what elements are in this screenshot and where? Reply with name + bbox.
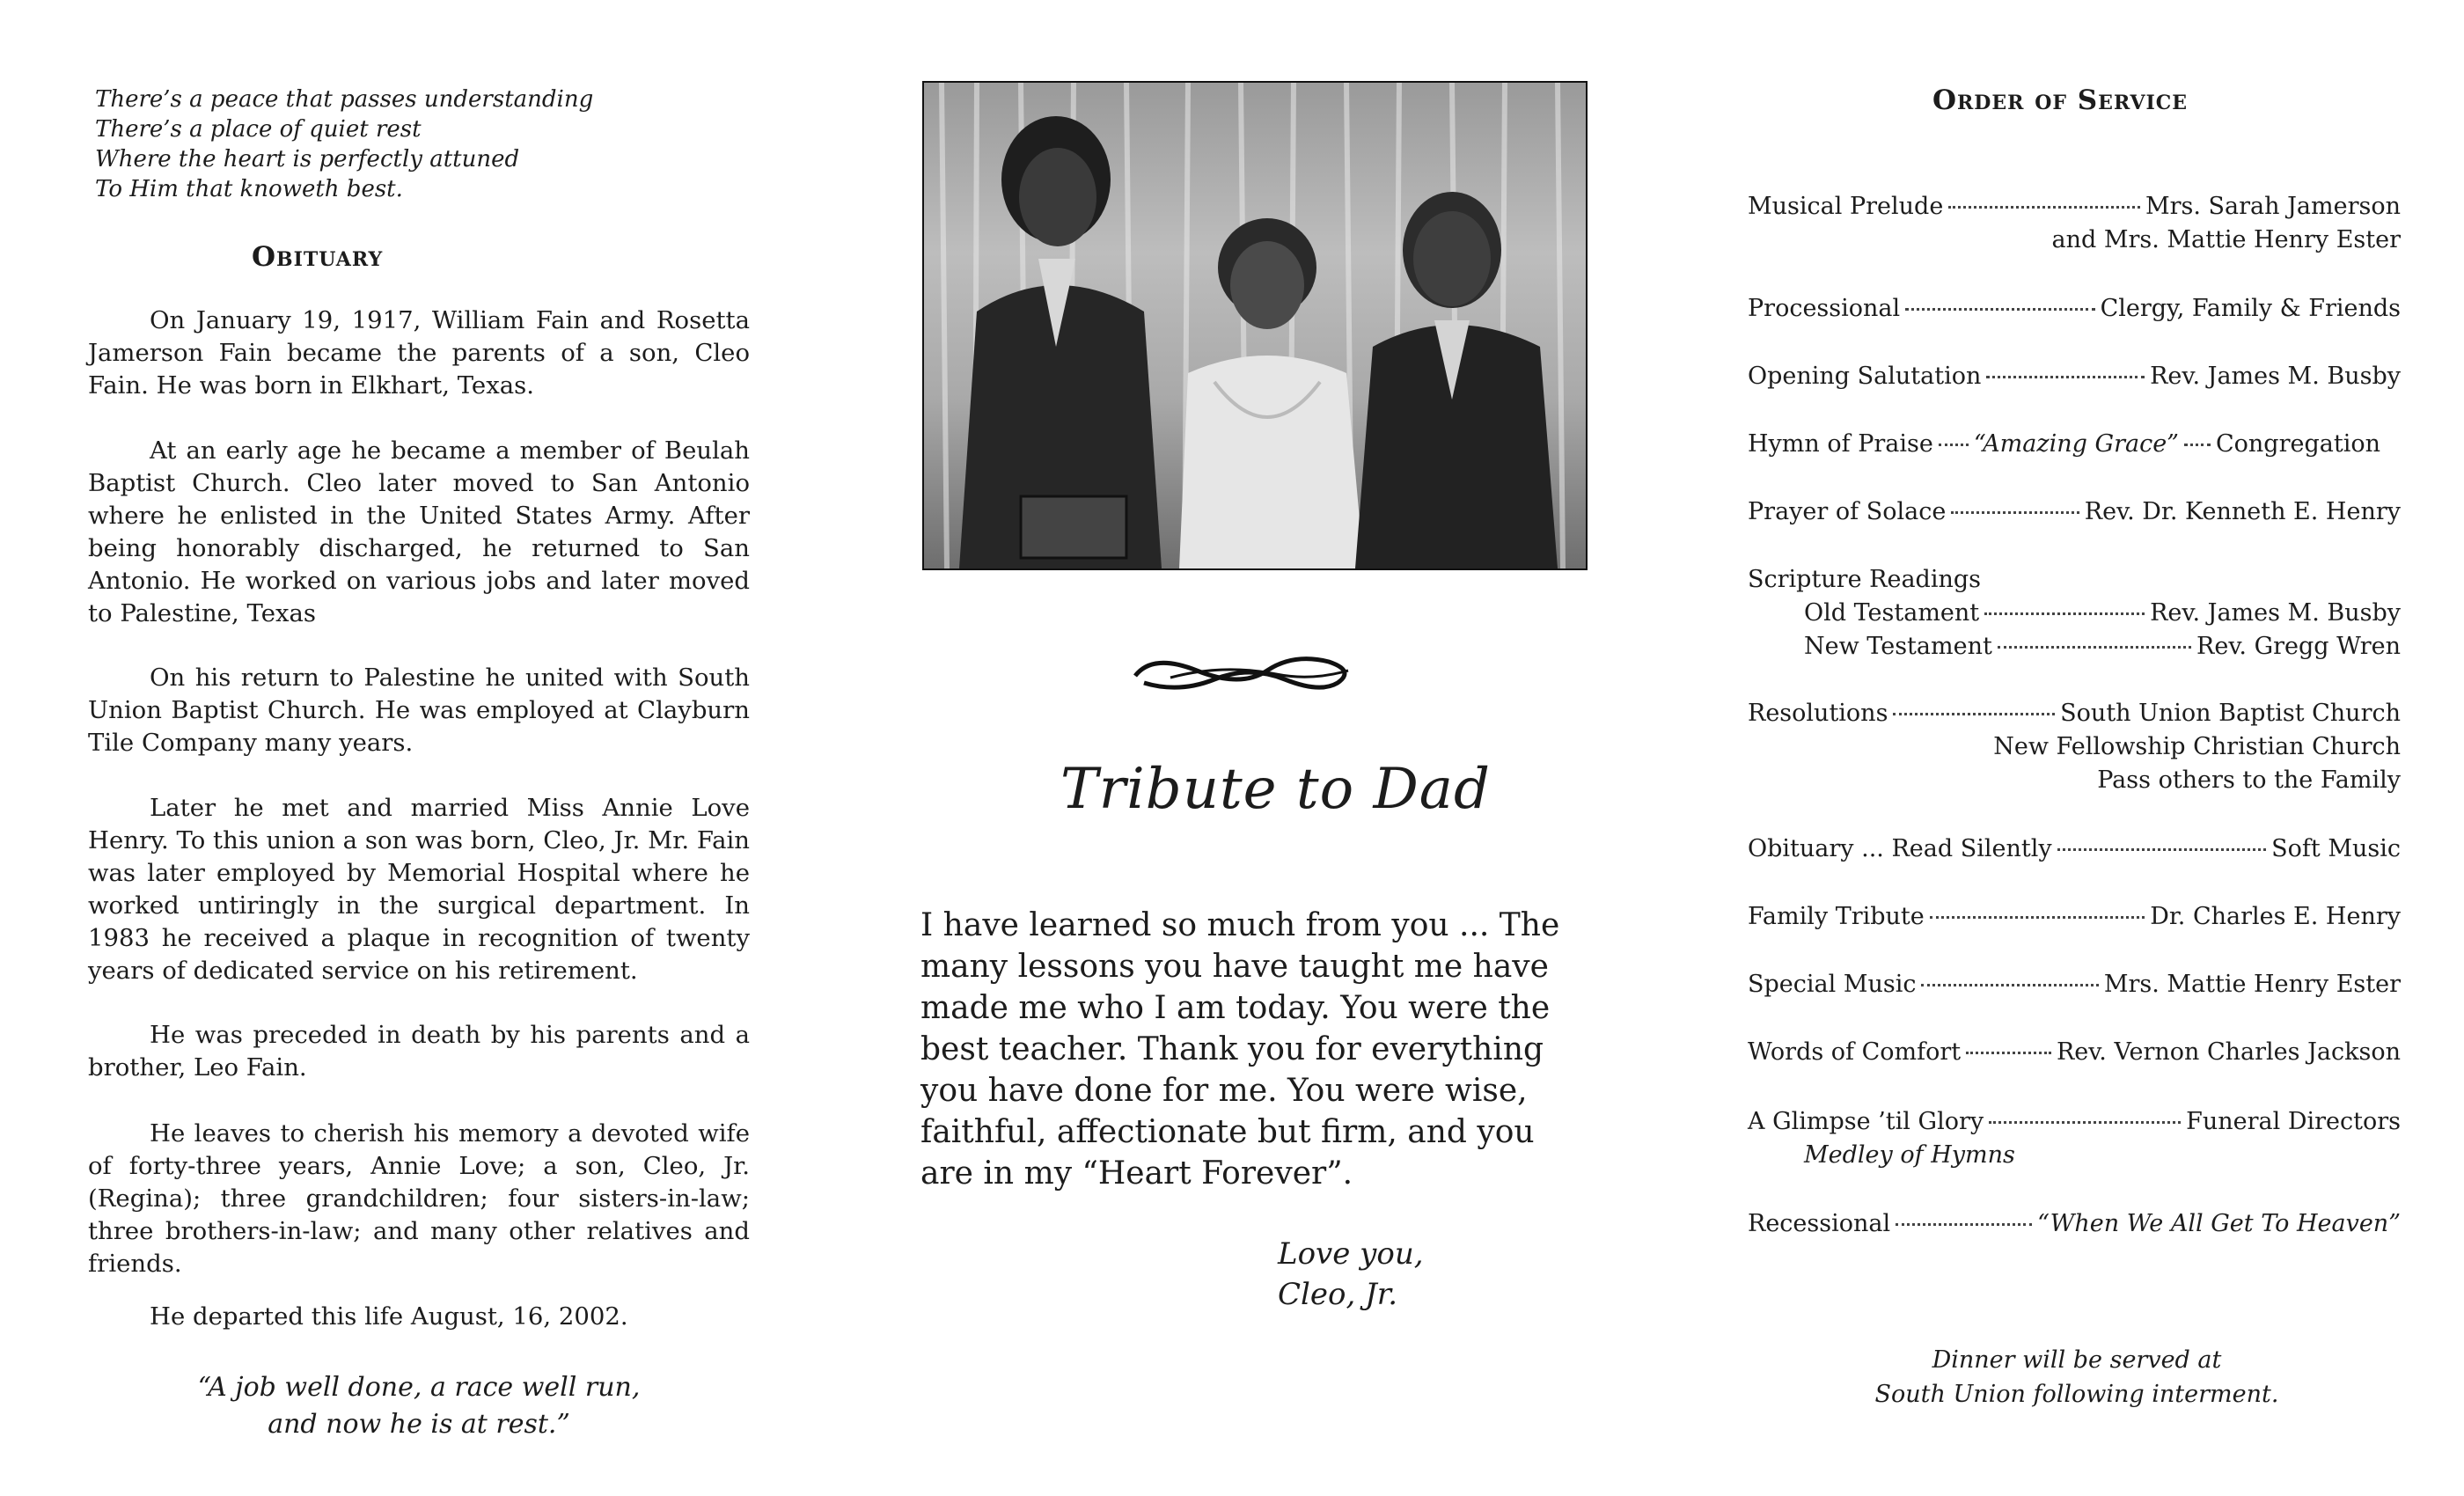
service-value-line: New Fellowship Christian Church <box>1993 733 2401 760</box>
order-of-service-heading: Order of Service <box>1932 84 2189 116</box>
poem-line: There’s a peace that passes understanding <box>95 86 594 113</box>
service-item-musical-prelude <box>1748 190 2401 257</box>
service-label: A Glimpse ’til Glory <box>1748 1108 1984 1135</box>
service-label: Resolutions <box>1748 700 1888 727</box>
closing-quote-line: and now he is at rest.” <box>268 1409 570 1440</box>
service-value-line: and Mrs. Mattie Henry Ester <box>2051 226 2401 253</box>
service-label: Prayer of Solace <box>1748 498 1947 525</box>
tribute-title: Tribute to Dad <box>1060 757 1491 822</box>
service-label: Hymn of Praise <box>1748 430 1933 458</box>
service-item-hymn-of-praise <box>1748 428 2401 461</box>
family-photo <box>922 81 1588 570</box>
service-value: Soft Music <box>2271 835 2401 862</box>
service-item-words-of-comfort <box>1748 1036 2401 1069</box>
service-value: Rev. Dr. Kenneth E. Henry <box>2084 498 2401 525</box>
tribute-text: I have learned so much from you ... The many lessons you have taught me have made me who I am today. You were the best teacher. Thank you for everything you have done for me. You were wise, faithful, affectionate but firm, and you are in my “Heart Forever”. <box>920 907 1560 1192</box>
service-label: Recessional <box>1748 1210 1891 1237</box>
service-item-processional <box>1748 292 2401 326</box>
service-value: Congregation <box>2215 430 2380 458</box>
service-value-line: Pass others to the Family <box>2097 766 2401 794</box>
service-label: Scripture Readings <box>1748 566 1982 593</box>
signoff-line: Cleo, Jr. <box>1278 1277 1398 1312</box>
dinner-note <box>1795 1343 2358 1412</box>
service-value: Clergy, Family & Friends <box>2100 295 2401 322</box>
obituary-paragraph: He was preceded in death by his parents and a brother, Leo Fain. <box>88 1021 750 1082</box>
family-photo-illustration <box>924 83 1586 568</box>
dinner-note-line: South Union following interment. <box>1874 1381 2279 1408</box>
service-item-opening-salutation <box>1748 360 2401 393</box>
closing-quote <box>88 1369 750 1443</box>
service-item-scripture-readings <box>1748 563 2401 664</box>
signoff-line: Love you, <box>1278 1236 1424 1272</box>
service-label: Obituary ... Read Silently <box>1748 835 2052 862</box>
dinner-note-line: Dinner will be served at <box>1932 1346 2222 1374</box>
service-label: Musical Prelude <box>1748 193 1944 220</box>
obituary-paragraph: On January 19, 1917, William Fain and Rosetta Jamerson Fain became the parents of a son, Cleo Fain. He was born in Elkhart, Texas. <box>88 306 750 400</box>
service-item-glimpse-til-glory <box>1748 1105 2401 1172</box>
service-value: Rev. James M. Busby <box>2150 363 2401 390</box>
service-value: Mrs. Sarah Jamerson <box>2145 193 2401 220</box>
service-value: South Union Baptist Church <box>2060 700 2401 727</box>
opening-poem <box>95 84 593 204</box>
service-value: Rev. Vernon Charles Jackson <box>2056 1038 2401 1066</box>
service-item-recessional <box>1748 1207 2401 1241</box>
service-label: Processional <box>1748 295 1901 322</box>
obituary-heading: Obituary <box>252 241 384 273</box>
service-value: Mrs. Mattie Henry Ester <box>2103 971 2401 998</box>
hymn-title: “Amazing Grace” <box>1973 430 2179 458</box>
poem-line: To Him that knoweth best. <box>95 176 403 202</box>
poem-line: There’s a place of quiet rest <box>95 116 422 143</box>
service-value: Rev. James M. Busby <box>2150 599 2401 627</box>
service-item-resolutions <box>1748 697 2401 797</box>
service-label: Opening Salutation <box>1748 363 1982 390</box>
flourish-ornament <box>1118 644 1364 706</box>
service-sublabel: Medley of Hymns <box>1804 1141 2015 1169</box>
service-item-prayer-of-solace <box>1748 495 2401 529</box>
service-value: Funeral Directors <box>2186 1108 2401 1135</box>
service-item-special-music <box>1748 968 2401 1001</box>
obituary-paragraph: He leaves to cherish his memory a devoted wife of forty-three years, Annie Love; a son, Cleo, Jr. (Regina); three grandchildren; four sisters-in-law; three brothers-in-law; and many other relatives and friends. <box>88 1119 750 1278</box>
obituary-paragraph: On his return to Palestine he united with South Union Baptist Church. He was employed at Clayburn Tile Company many years. <box>88 664 750 757</box>
service-label: Family Tribute <box>1748 903 1925 930</box>
service-value: Dr. Charles E. Henry <box>2150 903 2401 930</box>
service-sublabel: Old Testament <box>1804 599 1980 627</box>
poem-line: Where the heart is perfectly attuned <box>95 146 520 172</box>
closing-quote-line: “A job well done, a race well run, <box>197 1372 641 1403</box>
departed-date: He departed this life August, 16, 2002. <box>150 1302 628 1331</box>
service-sublabel: New Testament <box>1804 633 1992 660</box>
service-value: “When We All Get To Heaven” <box>2037 1210 2401 1237</box>
service-label: Words of Comfort <box>1748 1038 1962 1066</box>
service-item-family-tribute <box>1748 900 2401 934</box>
obituary-paragraph: At an early age he became a member of Beulah Baptist Church. Cleo later moved to San Antonio where he enlisted in the United States Army. After being honorably discharged, he returned to San Antonio. He worked on various jobs and later moved to Palestine, Texas <box>88 436 750 627</box>
tribute-signoff <box>1278 1234 1424 1315</box>
service-item-obituary <box>1748 832 2401 866</box>
service-value: Rev. Gregg Wren <box>2196 633 2401 660</box>
obituary-paragraph: Later he met and married Miss Annie Love Henry. To this union a son was born, Cleo, Jr. Mr. Fain was later employed by Memorial Hospital where he worked untiringly in the surgical department. In 1983 he received a plaque in recognition of twenty years of dedicated service on his retirement. <box>88 794 750 985</box>
service-label: Special Music <box>1748 971 1917 998</box>
